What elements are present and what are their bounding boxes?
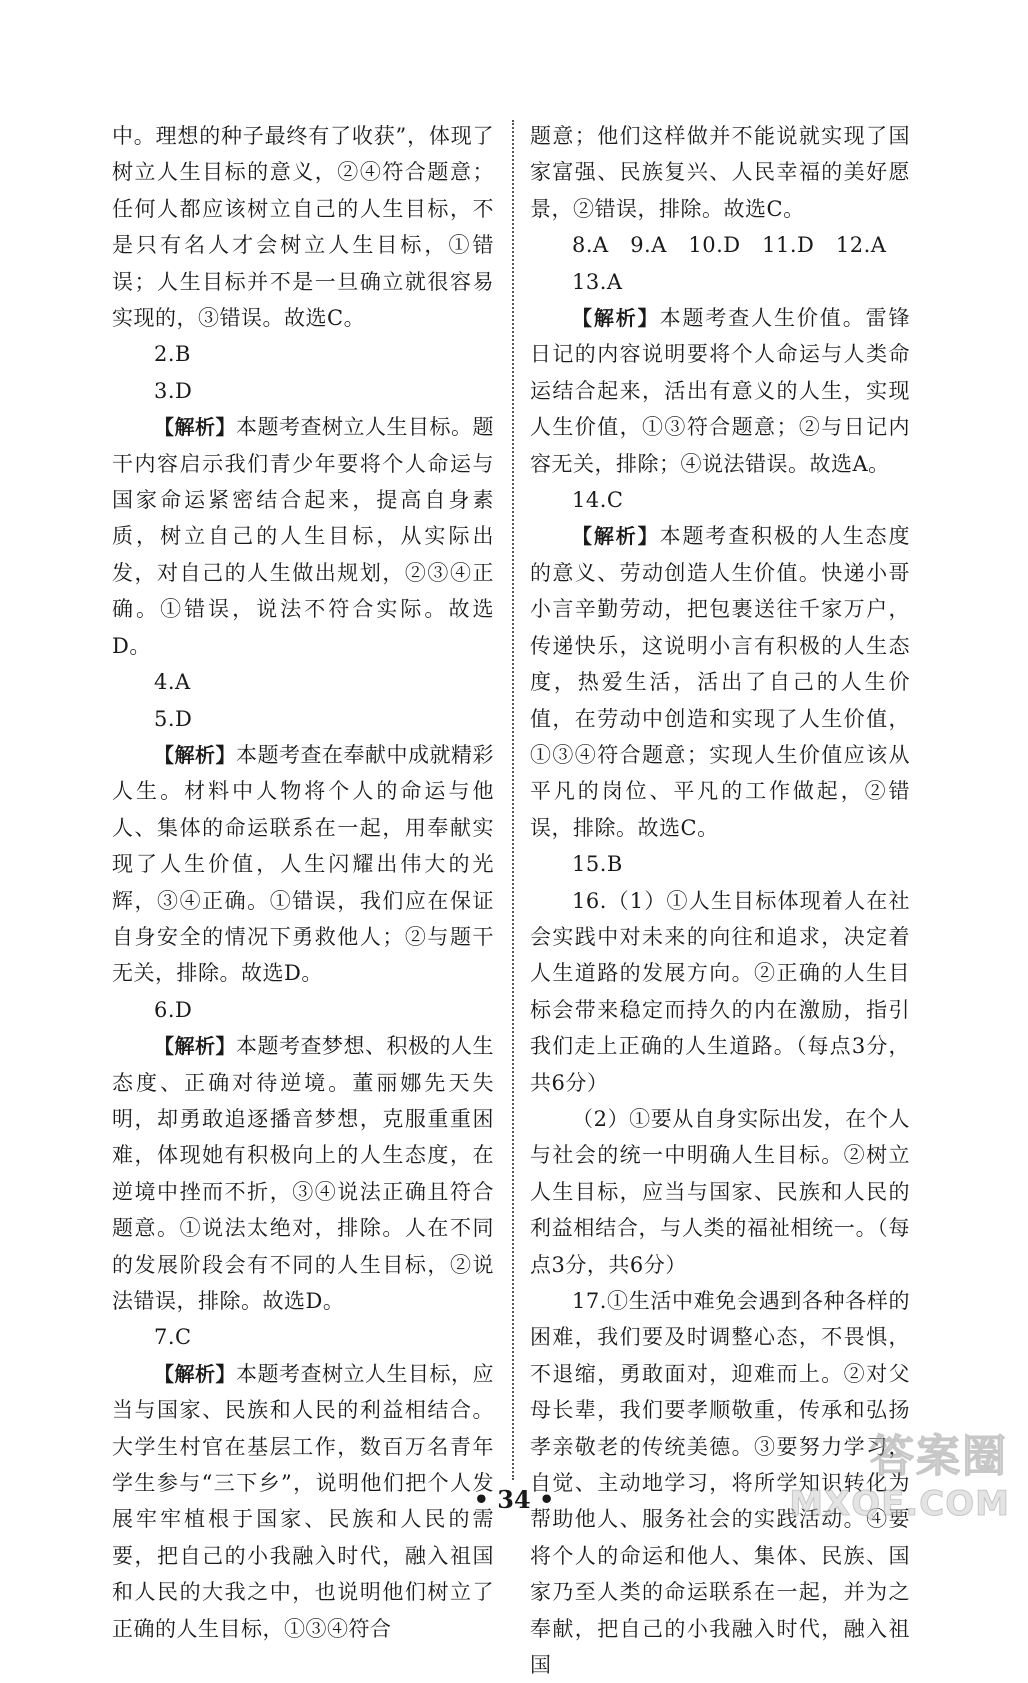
answer-paragraph bbox=[112, 701, 494, 737]
answer-paragraph bbox=[112, 1028, 494, 1319]
answer-paragraph bbox=[530, 482, 910, 518]
answer-paragraph bbox=[530, 300, 910, 482]
answer-paragraph bbox=[112, 1319, 494, 1355]
left-column bbox=[112, 118, 494, 1647]
answer-paragraph bbox=[112, 336, 494, 372]
paragraph-text: 本题考查树立人生目标，应当与国家、民族和人民的利益相结合。大学生村官在基层工作，数百万名青年学生参与“三下乡”，说明他们把个人发展牢牢植根于国家、民族和人民的需要，把自己的小我融入时代，融入祖国和人民的大我之中，也说明他们树立了正确的人生目标，①③④符合 bbox=[112, 1361, 494, 1641]
watermark-logo bbox=[789, 1416, 1014, 1528]
paragraph-text: 17.①生活中难免会遇到各种各样的困难，我们要及时调整心态，不畏惧，不退缩，勇敢面对，迎难而上。②对父母长辈，我们要孝顺敬重，传承和弘扬孝亲敬老的传统美德。③要努力学习，自觉、主动地学习，将所学知识转化为帮助他人、服务社会的实践活动。④要将个人的命运和他人、集体、民族、国家乃至人类的命运联系在一起，并为之奉献，把自己的小我融入时代，融入祖国 bbox=[530, 1289, 910, 1678]
analysis-label: 【解析】 bbox=[154, 415, 236, 440]
paragraph-text: 6.D bbox=[154, 997, 193, 1022]
answer-paragraph bbox=[530, 883, 910, 1101]
page-number: • 34 • bbox=[473, 1485, 555, 1514]
analysis-label: 【解析】 bbox=[154, 742, 236, 767]
paragraph-text: （2）①要从自身实际出发，在个人与社会的统一中明确人生目标。②树立人生目标，应当与国家、民族和人民的利益相结合，与人类的福祉相统一。（每点3分，共6分） bbox=[530, 1106, 910, 1277]
analysis-label: 【解析】 bbox=[154, 1034, 236, 1059]
paragraph-text: 3.D bbox=[154, 378, 193, 403]
paragraph-text: 4.A bbox=[154, 670, 191, 695]
paragraph-text: 7.C bbox=[154, 1325, 192, 1350]
answer-paragraph bbox=[112, 737, 494, 992]
paragraph-text: 题意；他们这样做并不能说就实现了国家富强、民族复兴、人民幸福的美好愿景，②错误，排除。故选C。 bbox=[530, 124, 910, 221]
paragraph-text: 8.A 9.A 10.D 11.D 12.A bbox=[572, 233, 887, 258]
answer-paragraph bbox=[112, 409, 494, 664]
paragraph-text: 本题考查树立人生目标。题干内容启示我们青少年要将个人命运与国家命运紧密结合起来，提高自身素质，树立自己的人生目标，从实际出发，对自己的人生做出规划，②③④正确。①错误，说法不符合实际。故选D。 bbox=[112, 415, 494, 658]
answer-paragraph bbox=[530, 518, 910, 846]
paragraph-text: 13.A bbox=[572, 269, 623, 294]
answer-paragraph bbox=[112, 992, 494, 1028]
paragraph-text: 本题考查梦想、积极的人生态度、正确对待逆境。董丽娜先天失明，却勇敢追逐播音梦想，克服重重困难，体现她有积极向上的人生态度，在逆境中挫而不折，③④说法正确且符合题意。①说法太绝对，排除。人在不同的发展阶段会有不同的人生目标，②说法错误，排除。故选D。 bbox=[112, 1034, 494, 1313]
column-divider bbox=[512, 120, 514, 1480]
watermark-text-bottom: MXQE.COM bbox=[789, 1484, 1010, 1524]
answer-paragraph bbox=[112, 118, 494, 336]
paragraph-text: 15.B bbox=[572, 852, 623, 877]
watermark-text-top: 答案圈 bbox=[870, 1431, 1008, 1482]
paragraph-text: 本题考查人生价值。雷锋日记的内容说明要将个人命运与人类命运结合起来，活出有意义的人生，实现人生价值，①③符合题意；②与日记内容无关，排除；④说法错误。故选A。 bbox=[530, 306, 911, 476]
answer-paragraph bbox=[530, 264, 910, 300]
paragraph-text: 2.B bbox=[154, 342, 191, 367]
answer-paragraph bbox=[112, 664, 494, 700]
answer-paragraph bbox=[530, 118, 910, 227]
answer-paragraph bbox=[530, 227, 910, 263]
paragraph-text: 16.（1）①人生目标体现着人在社会实践中对未来的向往和追求，决定着人生道路的发展方向。②正确的人生目标会带来稳定而持久的内在激励，指引我们走上正确的人生道路。（每点3分，共6分） bbox=[530, 888, 910, 1095]
answer-paragraph bbox=[112, 373, 494, 409]
analysis-label: 【解析】 bbox=[154, 1361, 236, 1386]
paragraph-text: 5.D bbox=[154, 706, 193, 731]
paragraph-text: 14.C bbox=[572, 488, 624, 513]
paragraph-text: 本题考查积极的人生态度的意义、劳动创造人生价值。快递小哥小言辛勤劳动，把包裹送往千家万户，传递快乐，这说明小言有积极的人生态度，热爱生活，活出了自己的人生价值，在劳动中创造和实现了人生价值，①③④符合题意；实现人生价值应该从平凡的岗位、平凡的工作做起，②错误，排除。故选C。 bbox=[530, 524, 911, 840]
paragraph-text: 中。理想的种子最终有了收获”，体现了树立人生目标的意义，②④符合题意；任何人都应该树立自己的人生目标，不是只有名人才会树立人生目标，①错误；人生目标并不是一旦确立就很容易实现的，③错误。故选C。 bbox=[112, 124, 494, 331]
paragraph-text: 本题考查在奉献中成就精彩人生。材料中人物将个人的命运与他人、集体的命运联系在一起，用奉献实现了人生价值，人生闪耀出伟大的光辉，③④正确。①错误，我们应在保证自身安全的情况下勇救他人；②与题干无关，排除。故选D。 bbox=[112, 742, 494, 986]
analysis-label: 【解析】 bbox=[572, 524, 660, 549]
answer-paragraph bbox=[530, 846, 910, 882]
answer-paragraph bbox=[530, 1101, 910, 1283]
analysis-label: 【解析】 bbox=[572, 306, 660, 331]
